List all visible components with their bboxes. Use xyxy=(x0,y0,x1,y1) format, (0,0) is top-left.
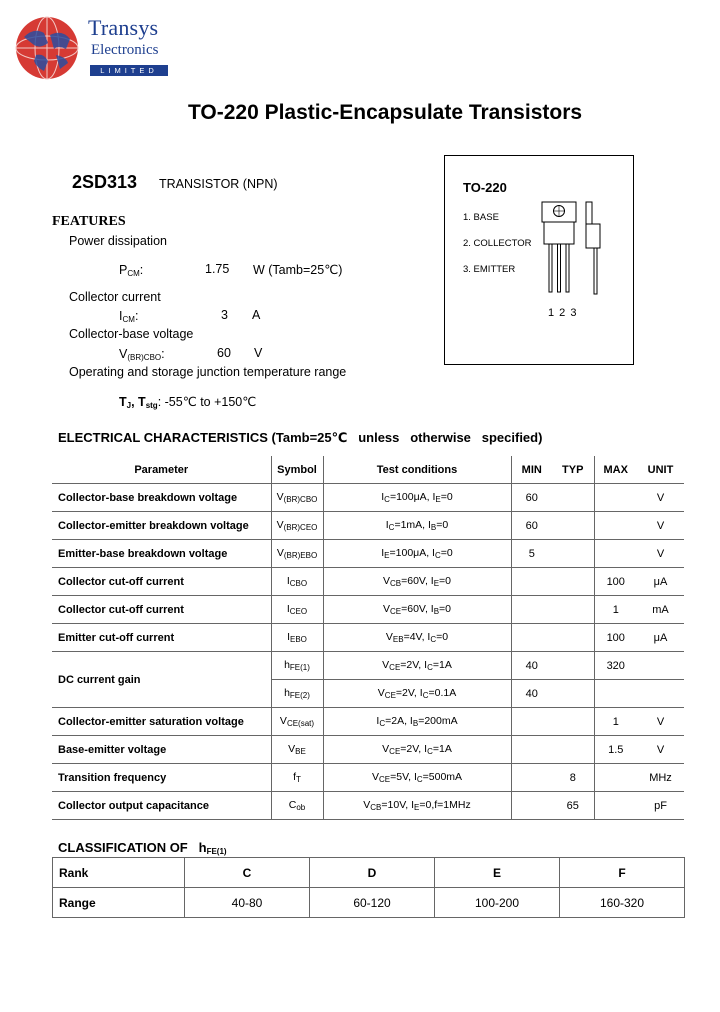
symbol-cell: $V_{(BR)CBO}$ xyxy=(271,484,323,512)
typ-cell xyxy=(552,736,594,764)
vcbo-symbol: $V_{(BR)CBO}$: xyxy=(119,347,165,362)
typ-cell xyxy=(552,652,594,680)
typ-cell xyxy=(552,540,594,568)
min-cell xyxy=(511,736,552,764)
unit-cell: μA xyxy=(637,568,684,596)
max-cell xyxy=(594,792,637,820)
symbol-cell: $h_{FE(1)}$ xyxy=(271,652,323,680)
table-row xyxy=(52,484,684,512)
unit-cell: V xyxy=(637,736,684,764)
classification-cell: C xyxy=(185,858,310,888)
classification-table xyxy=(52,857,685,918)
min-cell xyxy=(511,624,552,652)
parameter-cell: Collector output capacitance xyxy=(52,792,271,820)
condition-cell: $V_{CE}=2V$, $I_C=1A$ xyxy=(323,652,511,680)
header-cell: TYP xyxy=(552,456,594,484)
typ-cell xyxy=(552,708,594,736)
typ-cell: 65 xyxy=(552,792,594,820)
max-cell xyxy=(594,540,637,568)
table-header-row xyxy=(52,456,684,484)
symbol-cell: $I_{CEO}$ xyxy=(271,596,323,624)
min-cell xyxy=(511,708,552,736)
pin-2-label: 2. COLLECTOR xyxy=(463,238,532,249)
collector-base-voltage-label: Collector-base voltage xyxy=(69,327,194,341)
icm-symbol: $I_{CM}$: xyxy=(119,309,139,324)
row-label: Rank xyxy=(53,858,185,888)
header-cell: Symbol xyxy=(271,456,323,484)
max-cell xyxy=(594,764,637,792)
classification-cell: 100-200 xyxy=(435,888,560,918)
table-row xyxy=(52,596,684,624)
min-cell: 40 xyxy=(511,652,552,680)
min-cell xyxy=(511,792,552,820)
part-description: TRANSISTOR (NPN) xyxy=(159,177,278,191)
table-row xyxy=(52,540,684,568)
range-row xyxy=(53,888,685,918)
symbol-cell: $h_{FE(2)}$ xyxy=(271,680,323,708)
max-cell: 1 xyxy=(594,596,637,624)
symbol-cell: $C_{ob}$ xyxy=(271,792,323,820)
parameter-cell: Collector cut-off current xyxy=(52,568,271,596)
condition-cell: $V_{CE}=2V$, $I_C=1A$ xyxy=(323,736,511,764)
table-row xyxy=(52,792,684,820)
unit-cell xyxy=(637,680,684,708)
unit-cell: V xyxy=(637,512,684,540)
classification-cell: 60-120 xyxy=(310,888,435,918)
table-row xyxy=(52,708,684,736)
symbol-cell: $V_{(BR)EBO}$ xyxy=(271,540,323,568)
parameter-cell: Collector-emitter breakdown voltage xyxy=(52,512,271,540)
parameter-cell: Emitter cut-off current xyxy=(52,624,271,652)
unit-cell xyxy=(637,652,684,680)
condition-cell: $V_{CB}=60V$, $I_E=0$ xyxy=(323,568,511,596)
parameter-cell: Base-emitter voltage xyxy=(52,736,271,764)
parameter-cell: Transition frequency xyxy=(52,764,271,792)
symbol-cell: $I_{CBO}$ xyxy=(271,568,323,596)
unit-cell: V xyxy=(637,540,684,568)
unit-cell: pF xyxy=(637,792,684,820)
min-cell xyxy=(511,596,552,624)
electrical-characteristics-title: ELECTRICAL CHARACTERISTICS (Tamb=25℃ unless otherwise specified) xyxy=(58,430,543,445)
pin-1-label: 1. BASE xyxy=(463,212,499,223)
vcbo-unit: V xyxy=(254,346,263,360)
logo-name: Transys xyxy=(88,15,159,40)
parameter-cell: Collector-base breakdown voltage xyxy=(52,484,271,512)
to220-package-icon xyxy=(538,196,610,300)
pin-3-label: 3. EMITTER xyxy=(463,264,516,275)
table-row xyxy=(52,624,684,652)
symbol-cell: $I_{EBO}$ xyxy=(271,624,323,652)
max-cell xyxy=(594,680,637,708)
condition-cell: $V_{CE}=2V$, $I_C=0.1A$ xyxy=(323,680,511,708)
condition-cell: $V_{CE}=5V$, $I_C=500mA$ xyxy=(323,764,511,792)
symbol-cell: $V_{BE}$ xyxy=(271,736,323,764)
icm-unit: A xyxy=(252,308,261,322)
package-title: TO-220 xyxy=(463,180,507,195)
max-cell xyxy=(594,512,637,540)
header-cell: MAX xyxy=(594,456,637,484)
logo-limited: LIMITED xyxy=(90,65,168,76)
pcm-value: 1.75 xyxy=(205,262,230,276)
typ-cell xyxy=(552,596,594,624)
parameter-cell: DC current gain xyxy=(52,652,271,708)
logo-subtitle: Electronics xyxy=(91,42,159,58)
classification-cell: 40-80 xyxy=(185,888,310,918)
icm-value: 3 xyxy=(221,308,228,322)
max-cell: 320 xyxy=(594,652,637,680)
collector-current-label: Collector current xyxy=(69,290,161,304)
symbol-cell: $f_T$ xyxy=(271,764,323,792)
condition-cell: $I_C=100\mu A$, $I_E=0$ xyxy=(323,484,511,512)
header-cell: MIN xyxy=(511,456,552,484)
page-title: TO-220 Plastic-Encapsulate Transistors xyxy=(187,101,583,124)
parameter-cell: Emitter-base breakdown voltage xyxy=(52,540,271,568)
parameter-cell: Collector cut-off current xyxy=(52,596,271,624)
vcbo-value: 60 xyxy=(217,346,231,360)
header-cell: Test conditions xyxy=(323,456,511,484)
classification-cell: E xyxy=(435,858,560,888)
max-cell xyxy=(594,484,637,512)
condition-cell: $I_C=2A$, $I_B=200mA$ xyxy=(323,708,511,736)
parameter-cell: Collector-emitter saturation voltage xyxy=(52,708,271,736)
pcm-unit: W (Tamb=25℃) xyxy=(253,263,343,277)
classification-cell: F xyxy=(560,858,685,888)
condition-cell: $I_E=100\mu A$, $I_C=0$ xyxy=(323,540,511,568)
min-cell: 60 xyxy=(511,512,552,540)
features-heading: FEATURES xyxy=(52,214,126,229)
unit-cell: μA xyxy=(637,624,684,652)
condition-cell: $V_{CE}=60V$, $I_B=0$ xyxy=(323,596,511,624)
typ-cell: 8 xyxy=(552,764,594,792)
pin-numbers: 1 2 3 xyxy=(548,307,577,319)
header-cell: Parameter xyxy=(52,456,271,484)
symbol-cell: $V_{(BR)CEO}$ xyxy=(271,512,323,540)
classification-cell: D xyxy=(310,858,435,888)
temperature-range-value: $T_J$, $T_{stg}$: -55℃ to +150℃ xyxy=(119,395,257,410)
table-row xyxy=(52,736,684,764)
typ-cell xyxy=(552,624,594,652)
table-row xyxy=(52,512,684,540)
electrical-characteristics-table xyxy=(52,456,684,820)
table-row xyxy=(52,652,684,680)
table-row xyxy=(52,764,684,792)
min-cell: 60 xyxy=(511,484,552,512)
classification-title: CLASSIFICATION OF $h_{FE(1)}$ xyxy=(58,840,227,856)
typ-cell xyxy=(552,512,594,540)
condition-cell: $V_{EB}=4V$, $I_C=0$ xyxy=(323,624,511,652)
typ-cell xyxy=(552,568,594,596)
unit-cell: MHz xyxy=(637,764,684,792)
pcm-symbol: $P_{CM}$: xyxy=(119,263,144,278)
classification-cell: 160-320 xyxy=(560,888,685,918)
table-row xyxy=(52,568,684,596)
unit-cell: mA xyxy=(637,596,684,624)
part-number: 2SD313 xyxy=(72,172,138,192)
header-cell: UNIT xyxy=(637,456,684,484)
unit-cell: V xyxy=(637,484,684,512)
min-cell xyxy=(511,764,552,792)
min-cell xyxy=(511,568,552,596)
max-cell: 100 xyxy=(594,624,637,652)
max-cell: 100 xyxy=(594,568,637,596)
min-cell: 5 xyxy=(511,540,552,568)
max-cell: 1 xyxy=(594,708,637,736)
max-cell: 1.5 xyxy=(594,736,637,764)
power-dissipation-label: Power dissipation xyxy=(69,234,167,248)
condition-cell: $V_{CB}=10V$, $I_E=0,f=1MHz$ xyxy=(323,792,511,820)
unit-cell: V xyxy=(637,708,684,736)
globe-logo-icon xyxy=(14,15,80,81)
rank-row xyxy=(53,858,685,888)
condition-cell: $I_C=1mA$, $I_B=0$ xyxy=(323,512,511,540)
typ-cell xyxy=(552,680,594,708)
typ-cell xyxy=(552,484,594,512)
symbol-cell: $V_{CE(sat)}$ xyxy=(271,708,323,736)
temperature-range-label: Operating and storage junction temperature range xyxy=(69,365,347,379)
row-label: Range xyxy=(53,888,185,918)
min-cell: 40 xyxy=(511,680,552,708)
